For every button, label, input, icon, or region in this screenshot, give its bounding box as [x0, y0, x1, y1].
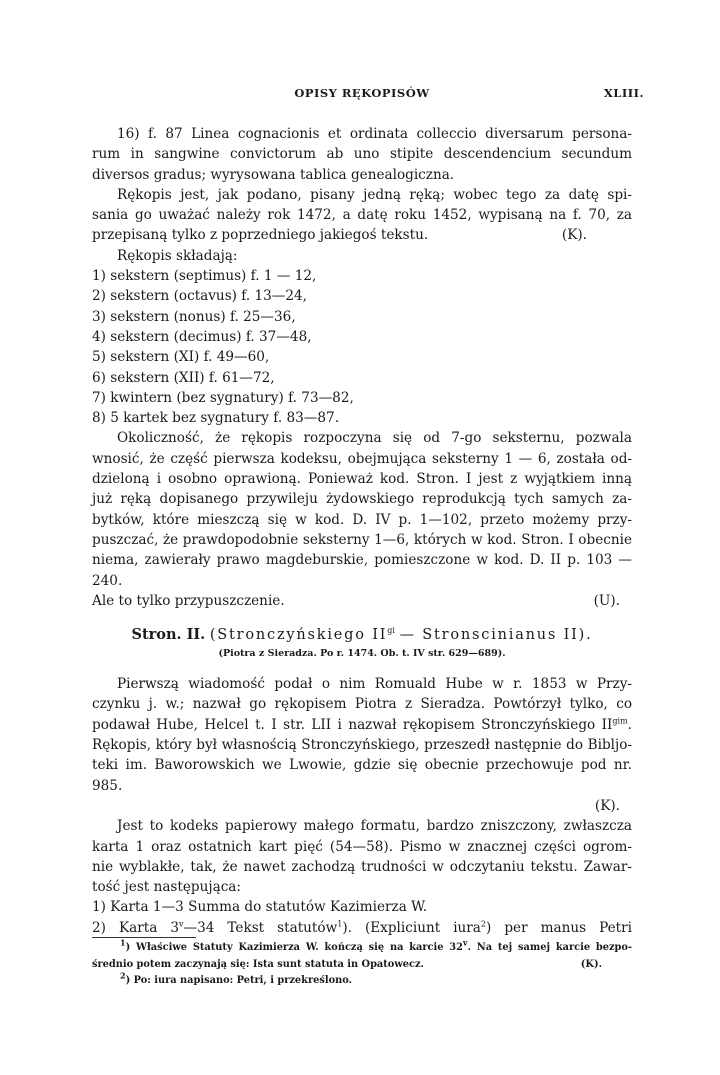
text-line-signed — [92, 591, 632, 611]
footnote-rule — [92, 937, 196, 938]
footnote-ref: 2 — [480, 919, 487, 929]
superscript: gim — [612, 716, 628, 726]
text-line: tość jest następująca: — [92, 879, 241, 896]
section-title-spaced: (Stronczyńskiego II — [209, 627, 388, 644]
running-title: OPISY RĘKOPISÓW — [294, 86, 430, 100]
superscript: v — [462, 937, 468, 948]
text-line: nie wyblakłe, tak, że nawet zachodzą trudności w odczytaniu tekstu. Zawar- — [92, 858, 632, 875]
author-sign: (K). — [594, 797, 620, 814]
text-line: niema, zawierały prawo magdeburskie, pomieszczone w kod. D. II p. 103 — 240. — [92, 552, 632, 589]
text-line: karta 1 oraz ostatnich kart pięć (54—58). Pismo w znacznej części ogrom- — [92, 838, 632, 855]
text-line: Pierwszą wiadomość podał o nim Romuald Hube w r. 1853 w Przy- — [117, 676, 632, 693]
list-item: 3) sekstern (nonus) f. 25—36, — [92, 308, 296, 325]
section-title-lead: Stron. II. — [131, 626, 206, 644]
page-header — [92, 86, 644, 106]
text-line-signed — [92, 225, 632, 245]
text-segment: średnio potem zaczynają się: Ista sunt statuta in Opatowecz. — [92, 958, 424, 970]
text-line: przepisaną tylko z poprzedniego jakiegoś tekstu. — [92, 227, 429, 244]
author-sign: (K). — [561, 227, 587, 244]
footnote-line — [92, 957, 632, 974]
composition-list — [92, 266, 632, 428]
text-segment: ) Właściwe Statuty Kazimierza W. kończą się na karcie 32 — [125, 942, 463, 953]
text-line: Rękopis, który był własnością Stronczyńskiego, przeszedł następnie do Biblјo- — [92, 737, 632, 754]
text-line — [92, 715, 632, 735]
text-line: rum in sangwine convictorum ab uno stipite descendencium secundum — [92, 146, 632, 163]
footnotes — [92, 937, 632, 990]
list-item: 5) sekstern (XI) f. 49—60, — [92, 349, 270, 366]
text-line: Rękopis jest, jak podano, pisany jedną ręką; wobec tego za datę spi- — [117, 186, 632, 203]
list-item: 6) sekstern (XII) f. 61—72, — [92, 369, 275, 386]
section-title-rest: — Stronscinianus II). — [399, 627, 593, 644]
text-line: Jest to kodeks papierowy małego formatu, bardzo zniszczony, zwłaszcza — [117, 818, 632, 835]
page-number: XLIII. — [603, 86, 644, 100]
superscript: gi — [387, 626, 395, 636]
text-segment: ) Po: iura napisano: Petri, i przekreślono. — [125, 975, 353, 986]
page-body — [92, 124, 632, 938]
footnote-marker: 1 — [120, 937, 126, 948]
list-item: 2) sekstern (octavus) f. 13—24, — [92, 288, 307, 305]
text-line: diversos gradus; wyrysowana tablica genealogiczna. — [92, 166, 455, 183]
section-title — [92, 624, 632, 646]
text-line: wnosić, że część pierwsza kodeksu, obejmująca seksterny 1 — 6, została od- — [92, 450, 632, 467]
text-line: dzieloną i osobno oprawioną. Ponieważ kod. Stron. I jest z wyjątkiem inną — [92, 471, 632, 488]
text-line: 16) f. 87 Linea cognacionis et ordinata colleccio diversarum persona- — [117, 126, 632, 142]
text-segment: —34 Tekst statutów — [183, 919, 338, 936]
text-segment: 2) Karta 3 — [92, 919, 179, 936]
superscript: v — [178, 919, 184, 929]
footnote-marker: 2 — [120, 970, 126, 981]
text-line: już ręką dopisanego przywileju żydowskiego reprodukcją tych samych za- — [92, 491, 632, 508]
author-sign: (K). — [580, 958, 602, 970]
text-line: teki im. Baworowskich we Lwowie, gdzie się obecnie przechowuje pod nr. 985. — [92, 757, 632, 794]
text-line: puszczać, że prawdopodobnie seksterny 1—6, których w kod. Stron. I obecnie — [92, 531, 632, 548]
list-intro: Rękopis składają: — [117, 247, 238, 264]
list-item: 1) Karta 1—3 Summa do statutów Kazimierza W. — [92, 899, 428, 916]
text-line: Okoliczność, że rękopis rozpoczyna się od 7-go seksternu, pozwala — [117, 430, 632, 447]
text-line: sania go uważać należy rok 1472, a datę roku 1452, wypisaną na f. 70, za — [92, 207, 632, 224]
text-segment: . — [627, 716, 632, 733]
list-item: 4) sekstern (decimus) f. 37—48, — [92, 328, 312, 345]
text-segment: ) per manus Petri — [486, 919, 632, 936]
text-line: bytków, które mieszczą się w kod. D. IV p. 1—102, przeto możemy przy- — [92, 511, 632, 528]
section-subtitle: (Piotra z Sieradza. Po r. 1474. Ob. t. IV str. 629—689). — [218, 648, 506, 660]
list-item: 7) kwintern (bez sygnatury) f. 73—82, — [92, 389, 354, 406]
list-item: 8) 5 kartek bez sygnatury f. 83—87. — [92, 410, 340, 427]
text-line: Ale to tylko przypuszczenie. — [92, 592, 285, 609]
text-segment: . Na tej samej karcie bezpo- — [467, 942, 632, 953]
list-item: 1) sekstern (septimus) f. 1 — 12, — [92, 268, 317, 285]
text-line: czynku j. w.; nazwał go rękopisem Piotra z Sieradza. Powtórzył tylko, co — [92, 696, 632, 713]
footnote-line — [92, 937, 632, 957]
list-item — [92, 918, 632, 938]
footnote-ref: 1 — [337, 919, 343, 929]
author-sign: (U). — [593, 592, 620, 609]
text-segment: podawał Hube, Helcel t. I str. LII i nazwał rękopisem Stronczyńskiego II — [92, 716, 613, 733]
text-segment: ). (Expliciunt iura — [342, 919, 481, 936]
footnote-line — [92, 970, 632, 990]
